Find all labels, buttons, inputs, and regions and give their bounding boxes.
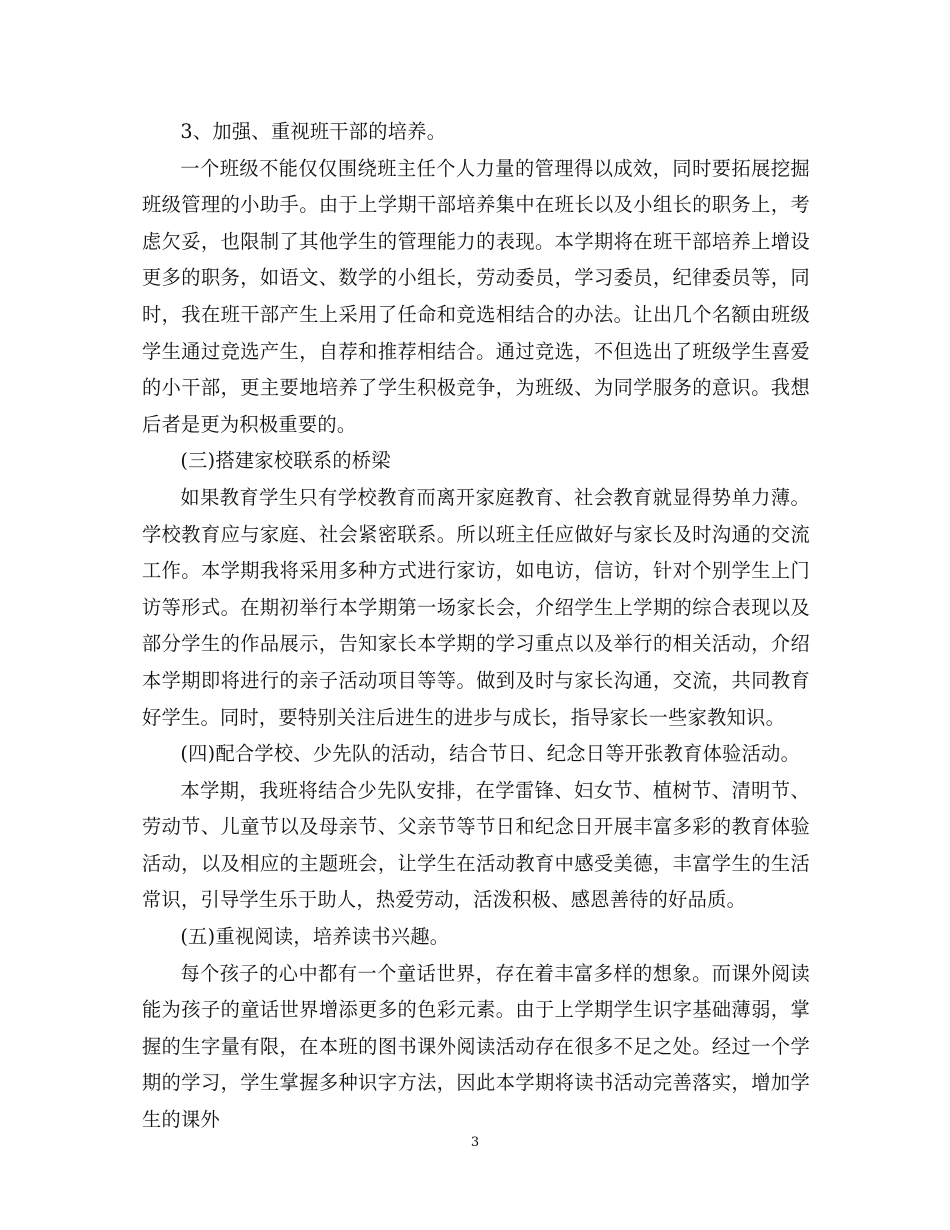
paragraph-reading: 每个孩子的心中都有一个童话世界，存在着丰富多样的想象。而课外阅读能为孩子的童话世界增添更多的色彩元素。由于上学期学生识字基础薄弱，掌握的生字量有限，在本班的图书课外阅读活动存在很多不足之处。经过一个学期的学习，学生掌握多种识字方法，因此本学期将读书活动完善落实，增加学生的课外	[142, 961, 810, 1132]
paragraph-heading-class-cadre: 3、加强、重视班干部的培养。	[180, 120, 447, 143]
paragraph-activities: 本学期，我班将结合少先队安排，在学雷锋、妇女节、植树节、清明节、劳动节、儿童节以及母亲节、父亲节等节日和纪念日开展丰富多彩的教育体验活动，以及相应的主题班会，让学生在活动教育中感受美德，丰富学生的生活常识，引导学生乐于助人，热爱劳动，活泼积极、感恩善待的好品质。	[142, 778, 810, 912]
paragraph-heading-home-school: (三)搭建家校联系的桥梁	[180, 449, 391, 473]
document-body	[142, 114, 810, 1139]
paragraph-class-cadre: 一个班级不能仅仅围绕班主任个人力量的管理得以成效，同时要拓展挖掘班级管理的小助手。由于上学期干部培养集中在班长以及小组长的职务上，考虑欠妥，也限制了其他学生的管理能力的表现。本学期将在班干部培养上增设更多的职务，如语文、数学的小组长，劳动委员，学习委员，纪律委员等，同时，我在班干部产生上采用了任命和竞选相结合的办法。让出几个名额由班级学生通过竞选产生，自荐和推荐相结合。通过竞选，不但选出了班级学生喜爱的小干部，更主要地培养了学生积极竞争，为班级、为同学服务的意识。我想后者是更为积极重要的。	[142, 156, 810, 436]
paragraph-home-school: 如果教育学生只有学校教育而离开家庭教育、社会教育就显得势单力薄。学校教育应与家庭、社会紧密联系。所以班主任应做好与家长及时沟通的交流工作。本学期我将采用多种方式进行家访，如电访，信访，针对个别学生上门访等形式。在期初举行本学期第一场家长会，介绍学生上学期的综合表现以及部分学生的作品展示，告知家长本学期的学习重点以及举行的相关活动，介绍本学期即将进行的亲子活动项目等等。做到及时与家长沟通，交流，共同教育好学生。同时，要特别关注后进生的进步与成长，指导家长一些家教知识。	[142, 485, 810, 729]
paragraph-heading-activities: (四)配合学校、少先队的活动，结合节日、纪念日等开张教育体验活动。	[180, 742, 801, 766]
page-number: 3	[470, 1135, 480, 1150]
paragraph-heading-reading: (五)重视阅读，培养读书兴趣。	[180, 925, 450, 949]
